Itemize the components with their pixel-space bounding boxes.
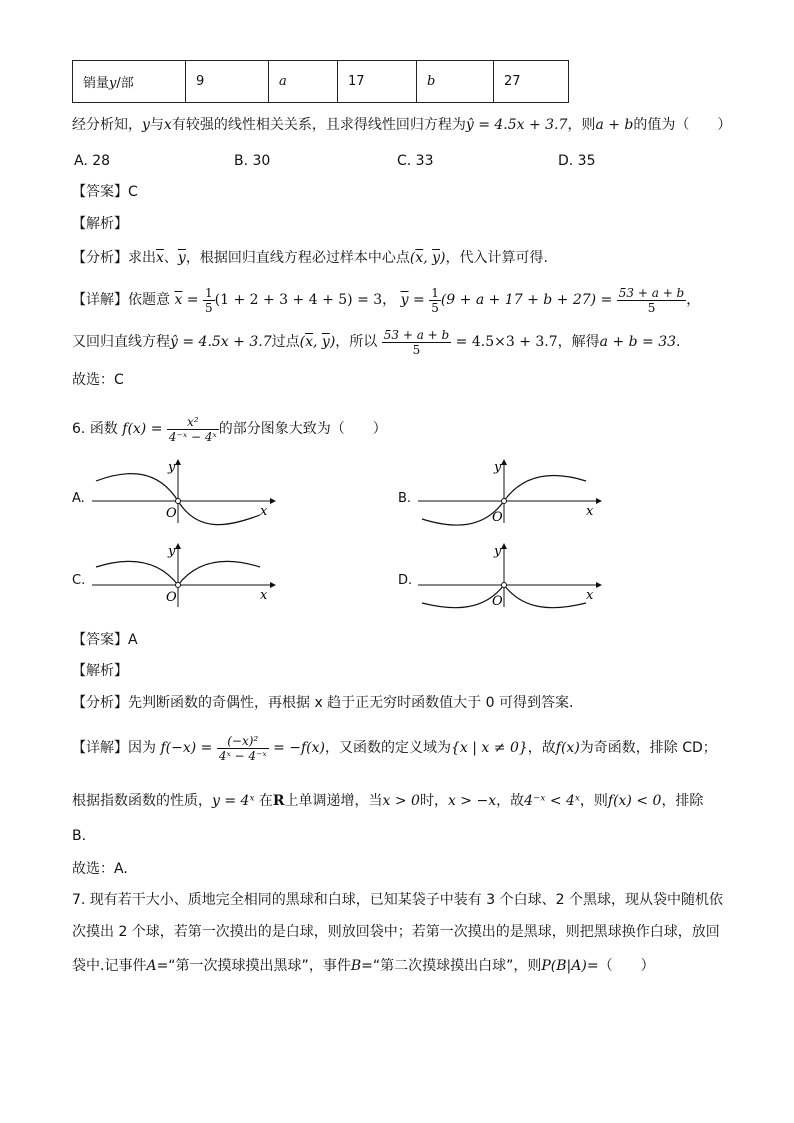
q5-option-d: D. 35 — [558, 153, 596, 169]
q5-answer: 【答案】C — [72, 184, 138, 200]
q7-line3: 袋中.记事件A=“第一次摸球摸出黑球”，事件B=“第二次摸球摸出白球”，则P(B|A)=（ ） — [72, 958, 655, 974]
origin-label: O — [166, 506, 177, 521]
q7-line1: 7. 现有若干大小、质地完全相同的黑球和白球，已知某袋子中装有 3 个白球、2 个黑球，现从袋中随机依 — [72, 892, 723, 908]
y-axis-label: y — [168, 544, 176, 559]
graph-label-c: C. — [72, 573, 86, 588]
q5-stem: 经分析知，y与x有较强的线性相关关系，且求得线性回归方程为ŷ = 4.5x + 3.7，则a + b的值为（ ） — [72, 117, 732, 133]
q6-analysis-heading: 【解析】 — [72, 663, 128, 679]
y-axis-label: y — [494, 460, 502, 475]
q6-xiangjie-line2: 根据指数函数的性质，y = 4ˣ 在R上单调递增，当x > 0时，x > −x，故4⁻ˣ < 4ˣ，则f(x) < 0，排除 — [72, 793, 704, 809]
graph-a — [88, 457, 278, 527]
x-axis-label: x — [586, 504, 594, 519]
y-axis-label: y — [494, 544, 502, 559]
q5-line3: 又回归直线方程ŷ = 4.5x + 3.7过点($\overline{x}$, $\overline{y}$)，所以 $\frac{53 + a + b}{5}$ = 4.5×3 + 3.7，解得a + b = 33. — [72, 327, 681, 357]
q6-xiangjie-line3: B. — [72, 828, 87, 844]
x-axis-label: x — [260, 588, 268, 603]
q5-option-c: C. 33 — [397, 153, 434, 169]
table-cell: 27 — [494, 61, 569, 103]
graph-d — [414, 541, 604, 611]
q5-option-a: A. 28 — [74, 153, 111, 169]
origin-label: O — [492, 594, 503, 609]
x-axis-label: x — [586, 588, 594, 603]
sales-table — [72, 60, 569, 103]
q6-fenxi: 【分析】先判断函数的奇偶性，再根据 x 趋于正无穷时函数值大于 0 可得到答案. — [72, 695, 574, 711]
table-cell: b — [417, 61, 494, 103]
graph-label-a: A. — [72, 491, 85, 506]
q5-analysis-heading: 【解析】 — [72, 216, 128, 232]
table-cell: 17 — [338, 61, 417, 103]
origin-label: O — [166, 590, 177, 605]
table-cell: 9 — [186, 61, 269, 103]
origin-label: O — [492, 510, 503, 525]
q5-conclusion: 故选：C — [72, 372, 124, 388]
q5-xiangjie: 【详解】依题意 $\overline{x}$ = $\frac{1}{5}$ (1 + 2 + 3 + 4 + 5) = 3， $\overline{y}$ = $\frac{1}{5}$ (9 + a + 17 + b + 27) = $\frac{53 + a + b}{5}$ ， — [72, 285, 701, 315]
table-row-label: 销量y/部 — [73, 61, 186, 103]
q5-option-b: B. 30 — [234, 153, 271, 169]
graph-b — [414, 457, 604, 527]
graph-c — [88, 541, 278, 611]
graph-label-b: B. — [398, 491, 412, 506]
table-row — [73, 61, 569, 103]
graph-label-d: D. — [398, 573, 413, 588]
q7-line2: 次摸出 2 个球，若第一次摸出的是白球，则放回袋中；若第一次摸出的是黑球，则把黑球换作白球，放回 — [72, 924, 720, 940]
q6-conclusion: 故选：A. — [72, 861, 128, 877]
y-axis-label: y — [168, 460, 176, 475]
x-axis-label: x — [260, 504, 268, 519]
q5-fenxi: 【分析】求出$\overline{x}$、$\overline{y}$，根据回归直线方程必过样本中心点($\overline{x}$, $\overline{y}$)，代入计算可得. — [72, 250, 548, 266]
q6-answer: 【答案】A — [72, 632, 138, 648]
q6-xiangjie-line1: 【详解】因为 f(−x) = $\frac{\text{(−x)²}}{\text{4ˣ − 4⁻ˣ}}$ = −f(x)，又函数的定义域为{x | x ≠ 0}，故f(x)为奇函数，排除 CD； — [72, 733, 717, 763]
q6-stem: 6. 函数 f(x) = $\frac{\text{x²}}{\text{4⁻ˣ − 4ˣ}}$ 的部分图象大致为（ ） — [72, 414, 387, 444]
table-cell: a — [269, 61, 338, 103]
